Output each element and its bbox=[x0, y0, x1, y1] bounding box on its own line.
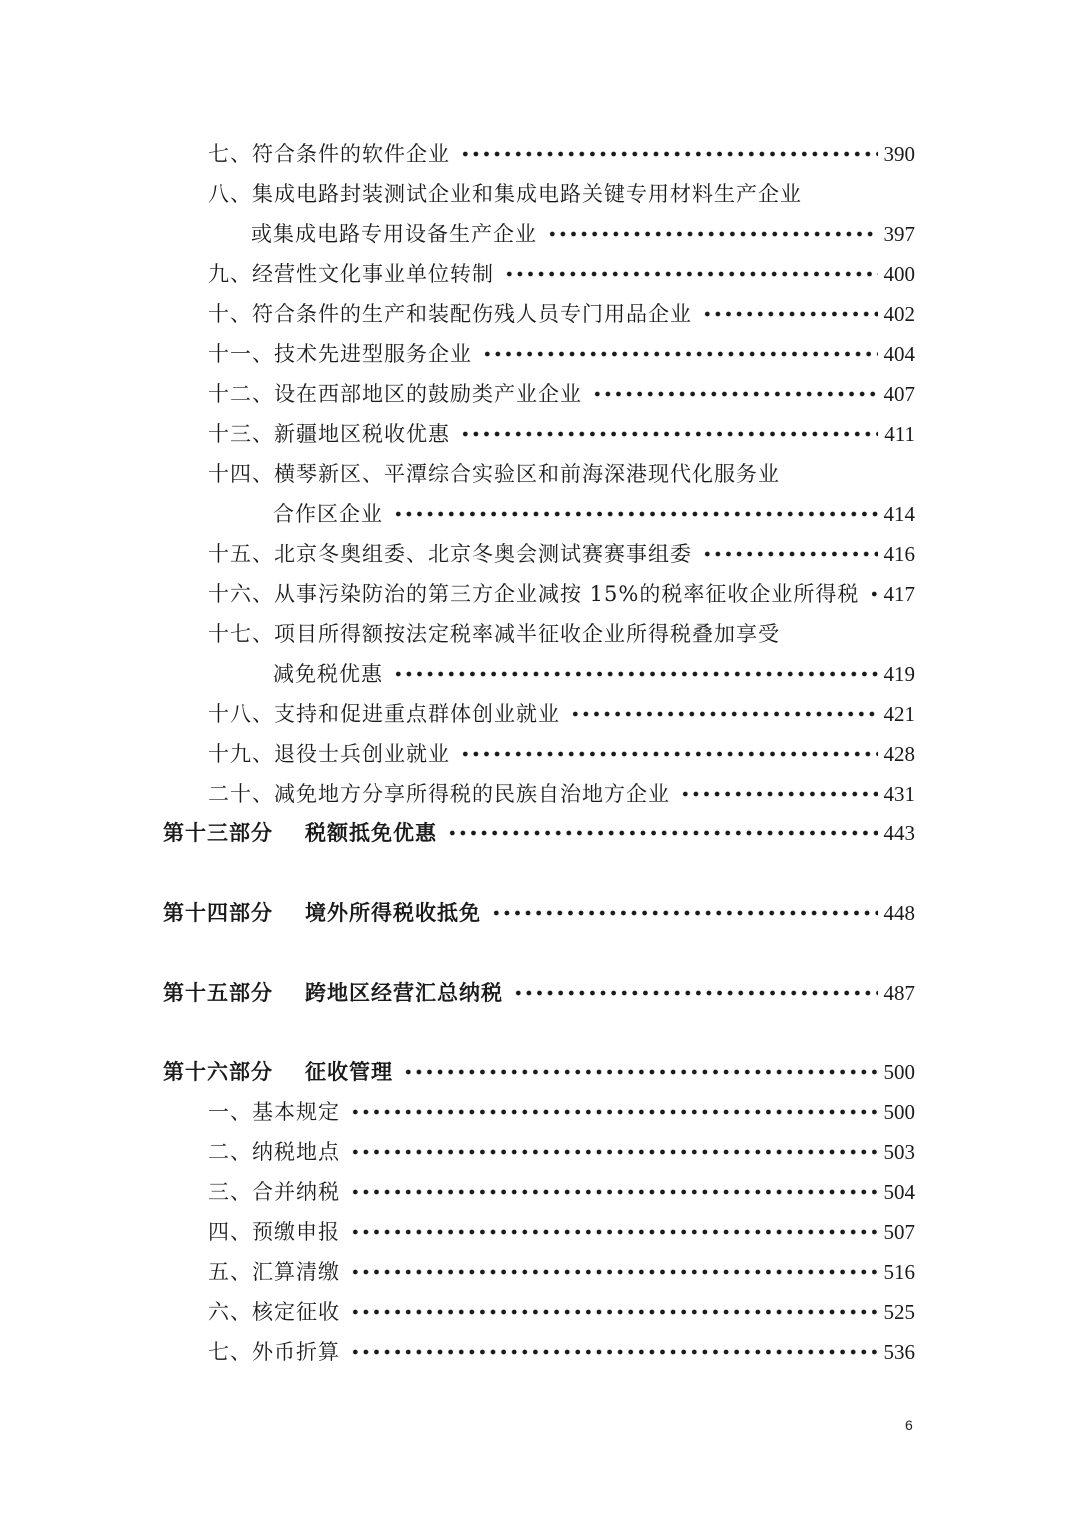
toc-entry-label: 八、集成电路封装测试企业和集成电路关键专用材料生产企业 bbox=[208, 182, 802, 206]
toc-entry-page: 431 bbox=[883, 782, 915, 806]
toc-entry bbox=[208, 1216, 915, 1248]
toc-entry bbox=[208, 738, 915, 770]
toc-entry-label: 合作区企业 bbox=[273, 502, 383, 526]
dot-leader bbox=[403, 1067, 878, 1077]
part-title: 境外所得税收抵免 bbox=[305, 900, 481, 925]
toc-entry-page: 500 bbox=[883, 1100, 915, 1124]
toc-entry bbox=[208, 338, 915, 370]
dot-leader bbox=[513, 988, 878, 998]
toc-entry-page: 525 bbox=[883, 1300, 915, 1324]
toc-entry bbox=[208, 618, 915, 650]
toc-entry-page: 507 bbox=[883, 1220, 915, 1244]
toc-part-16 bbox=[163, 1056, 915, 1088]
dot-leader bbox=[350, 1107, 878, 1117]
toc-entry bbox=[208, 258, 915, 290]
dot-leader bbox=[869, 589, 877, 599]
toc-entry-label: 或集成电路专用设备生产企业 bbox=[251, 222, 537, 246]
dot-leader bbox=[350, 1227, 878, 1237]
dot-leader bbox=[393, 509, 878, 519]
dot-leader bbox=[350, 1347, 878, 1357]
toc-entry-page: 407 bbox=[883, 382, 915, 406]
part-title: 征收管理 bbox=[305, 1059, 393, 1084]
toc-entry-label: 九、经营性文化事业单位转制 bbox=[208, 262, 494, 286]
page-number: 6 bbox=[905, 1417, 913, 1433]
part-title: 跨地区经营汇总纳税 bbox=[305, 980, 503, 1005]
toc-entry bbox=[208, 698, 915, 730]
toc-entry bbox=[208, 458, 915, 490]
dot-leader bbox=[702, 549, 878, 559]
toc-entry-label: 十七、项目所得额按法定税率减半征收企业所得税叠加享受 bbox=[208, 622, 780, 646]
part-number: 第十四部分 bbox=[163, 900, 273, 925]
toc-entry-label: 十三、新疆地区税收优惠 bbox=[208, 422, 450, 446]
toc-entry-page: 417 bbox=[883, 582, 915, 606]
toc-entry-label: 十一、技术先进型服务企业 bbox=[208, 342, 472, 366]
toc-entry-page: 448 bbox=[883, 901, 915, 925]
toc-entry-page: 516 bbox=[883, 1260, 915, 1284]
toc-entry-page: 402 bbox=[883, 302, 915, 326]
toc-entry-label: 一、基本规定 bbox=[208, 1100, 340, 1124]
part-number: 第十六部分 bbox=[163, 1059, 273, 1084]
toc-entry-page: 397 bbox=[883, 222, 915, 246]
toc-entry-label: 二、纳税地点 bbox=[208, 1140, 340, 1164]
toc-entry-label: 六、核定征收 bbox=[208, 1300, 340, 1324]
part-number: 第十五部分 bbox=[163, 980, 273, 1005]
dot-leader bbox=[393, 669, 878, 679]
dot-leader bbox=[447, 828, 878, 838]
toc-entry bbox=[208, 1136, 915, 1168]
part-title: 税额抵免优惠 bbox=[305, 820, 437, 845]
toc-entry bbox=[208, 418, 915, 450]
toc-entry-label: 三、合并纳税 bbox=[208, 1180, 340, 1204]
toc-entry-label: 二十、减免地方分享所得税的民族自治地方企业 bbox=[208, 782, 670, 806]
dot-leader bbox=[702, 309, 878, 319]
toc-entry-continuation bbox=[251, 218, 915, 250]
dot-leader bbox=[491, 908, 878, 918]
toc-entry-page: 390 bbox=[883, 142, 915, 166]
toc-entry bbox=[208, 1256, 915, 1288]
toc-entry bbox=[208, 578, 915, 610]
dot-leader bbox=[460, 749, 878, 759]
toc-entry-label: 五、汇算清缴 bbox=[208, 1260, 340, 1284]
toc-entry-label: 七、外币折算 bbox=[208, 1340, 340, 1364]
toc-entry-page: 428 bbox=[883, 742, 915, 766]
toc-entry-label: 十二、设在西部地区的鼓励类产业企业 bbox=[208, 382, 582, 406]
toc-entry-label: 十八、支持和促进重点群体创业就业 bbox=[208, 702, 560, 726]
toc-entry bbox=[208, 178, 915, 210]
toc-entry bbox=[208, 1336, 915, 1368]
toc-entry bbox=[208, 538, 915, 570]
toc-entry-page: 487 bbox=[883, 981, 915, 1005]
dot-leader bbox=[570, 709, 878, 719]
dot-leader bbox=[350, 1187, 878, 1197]
dot-leader bbox=[350, 1147, 878, 1157]
toc-part-13 bbox=[163, 817, 915, 849]
toc-entry-page: 421 bbox=[883, 702, 915, 726]
dot-leader bbox=[350, 1267, 878, 1277]
toc-entry bbox=[208, 1096, 915, 1128]
toc-entry bbox=[208, 1176, 915, 1208]
toc-entry-page: 416 bbox=[883, 542, 915, 566]
toc-entry-page: 404 bbox=[883, 342, 915, 366]
toc-part-14 bbox=[163, 897, 915, 929]
toc-entry-label: 十四、横琴新区、平潭综合实验区和前海深港现代化服务业 bbox=[208, 462, 780, 486]
toc-entry-page: 503 bbox=[883, 1140, 915, 1164]
dot-leader bbox=[460, 149, 878, 159]
toc-entry-page: 411 bbox=[884, 422, 915, 446]
toc-entry-label: 十九、退役士兵创业就业 bbox=[208, 742, 450, 766]
toc-entry-page: 419 bbox=[883, 662, 915, 686]
toc-entry-label: 减免税优惠 bbox=[273, 662, 383, 686]
dot-leader bbox=[504, 269, 878, 279]
part-number: 第十三部分 bbox=[163, 820, 273, 845]
toc-entry bbox=[208, 778, 915, 810]
toc-entry-label: 十六、从事污染防治的第三方企业减按 15%的税率征收企业所得税 bbox=[208, 582, 860, 606]
toc-entry-page: 414 bbox=[883, 502, 915, 526]
toc-entry-continuation bbox=[273, 658, 915, 690]
toc-entry-page: 443 bbox=[883, 821, 915, 845]
dot-leader bbox=[482, 349, 878, 359]
dot-leader bbox=[547, 229, 878, 239]
dot-leader bbox=[592, 389, 878, 399]
toc-entry bbox=[208, 138, 915, 170]
toc-entry-label: 四、预缴申报 bbox=[208, 1220, 340, 1244]
toc-entry-continuation bbox=[273, 498, 915, 530]
toc-entry-page: 536 bbox=[883, 1340, 915, 1364]
toc-entry-page: 400 bbox=[883, 262, 915, 286]
toc-entry-page: 504 bbox=[883, 1180, 915, 1204]
toc-entry bbox=[208, 298, 915, 330]
dot-leader bbox=[460, 429, 878, 439]
toc-entry-label: 七、符合条件的软件企业 bbox=[208, 142, 450, 166]
toc-entry bbox=[208, 378, 915, 410]
dot-leader bbox=[680, 789, 878, 799]
dot-leader bbox=[350, 1307, 878, 1317]
toc-part-15 bbox=[163, 977, 915, 1009]
toc-entry-label: 十、符合条件的生产和装配伤残人员专门用品企业 bbox=[208, 302, 692, 326]
toc-entry-page: 500 bbox=[883, 1060, 915, 1084]
toc-entry-label: 十五、北京冬奥组委、北京冬奥会测试赛赛事组委 bbox=[208, 542, 692, 566]
toc-entry bbox=[208, 1296, 915, 1328]
